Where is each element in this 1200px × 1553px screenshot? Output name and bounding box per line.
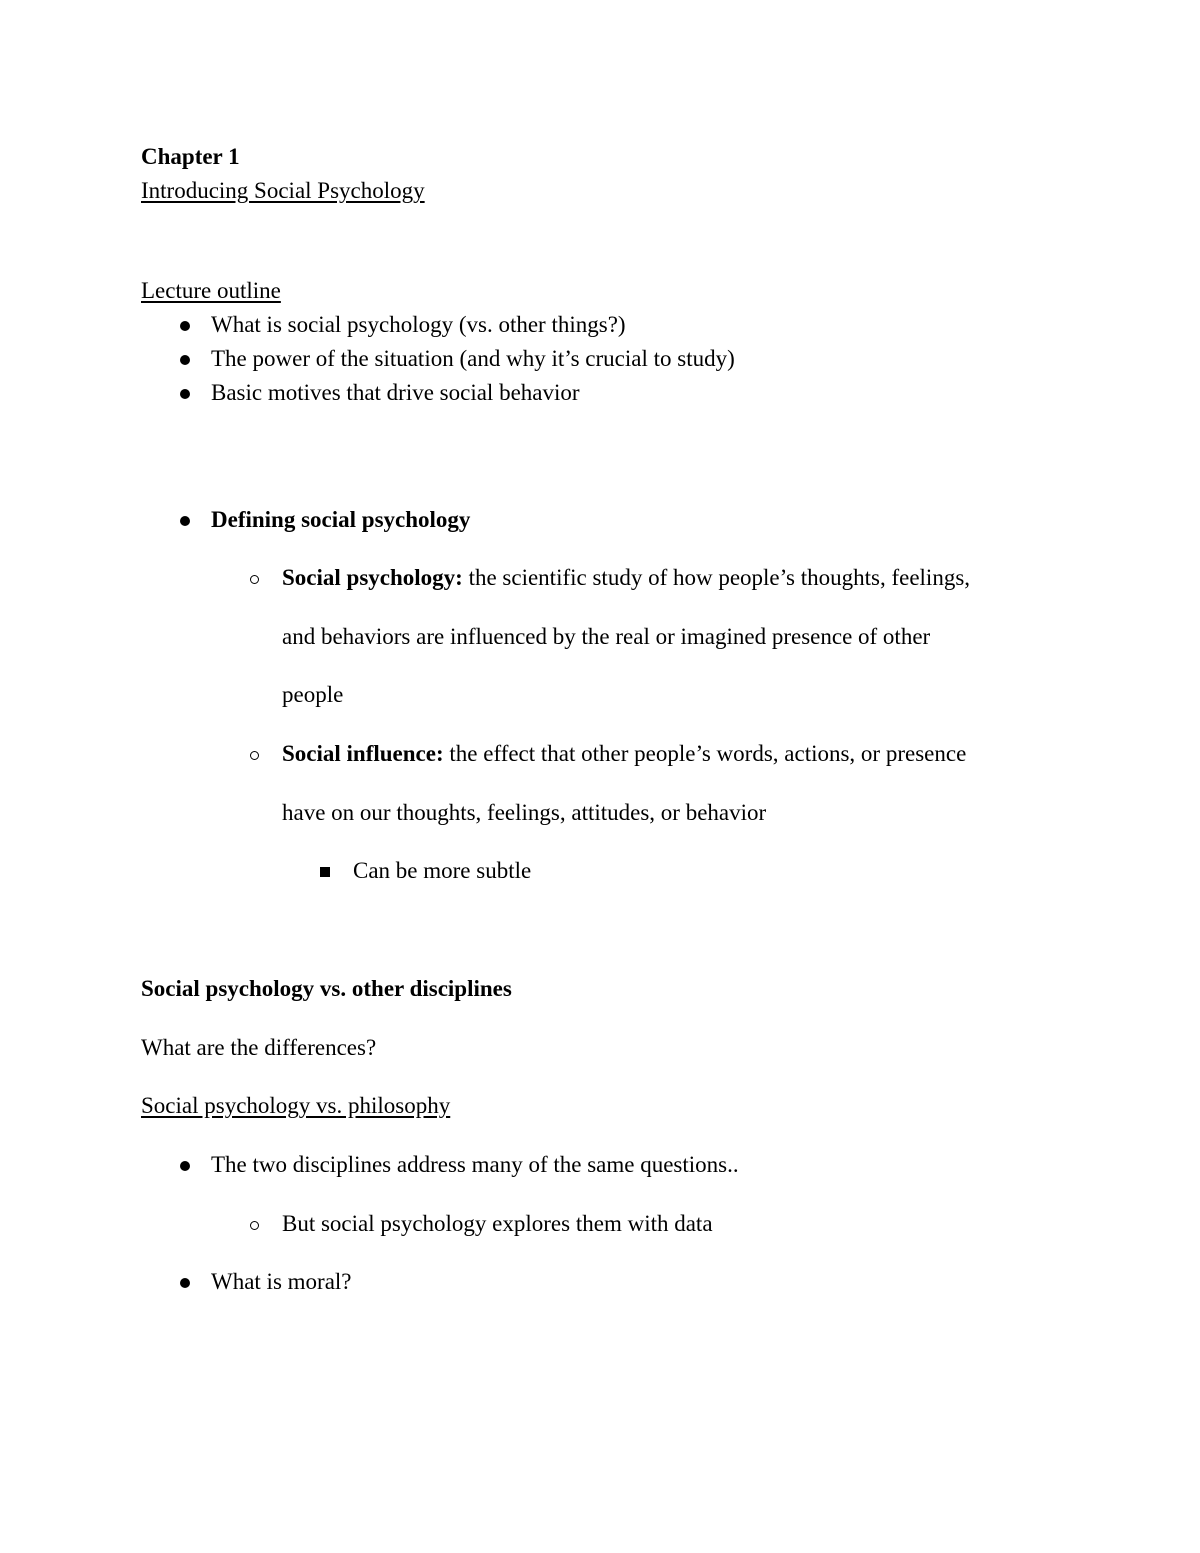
filled-square-bullet-icon xyxy=(320,857,330,885)
definition-text-line-2: and behaviors are influenced by the real or imagined presence of other xyxy=(282,624,931,649)
filled-circle-bullet-icon xyxy=(180,379,190,407)
disciplines-heading: Social psychology vs. other disciplines xyxy=(141,976,512,1001)
definition-text-line-2: have on our thoughts, feelings, attitudes, or behavior xyxy=(282,800,767,825)
chapter-label: Chapter 1 xyxy=(141,144,240,169)
outline-heading: Lecture outline xyxy=(141,278,281,303)
definition-social-influence xyxy=(282,740,966,768)
chapter-title: Introducing Social Psychology xyxy=(141,178,425,203)
filled-circle-bullet-icon xyxy=(180,1151,190,1179)
definition-text: the scientific study of how people’s thoughts, feelings, xyxy=(462,565,971,590)
outline-item-2: The power of the situation (and why it’s crucial to study) xyxy=(211,346,735,371)
sub-point-subtle: Can be more subtle xyxy=(353,858,532,883)
filled-circle-bullet-icon xyxy=(180,311,190,339)
philosophy-item-2: What is moral? xyxy=(211,1269,352,1294)
hollow-circle-bullet-icon xyxy=(250,564,259,592)
filled-circle-bullet-icon xyxy=(180,1268,190,1296)
philosophy-item-1: The two disciplines address many of the same questions.. xyxy=(211,1152,739,1177)
philosophy-item-1-sub: But social psychology explores them with data xyxy=(282,1211,713,1236)
definition-text-line-3: people xyxy=(282,682,344,707)
definition-text: the effect that other people’s words, actions, or presence xyxy=(443,741,967,766)
definition-social-psychology xyxy=(282,564,970,592)
term-social-psychology: Social psychology: xyxy=(282,565,463,590)
defining-heading: Defining social psychology xyxy=(211,507,471,532)
hollow-circle-bullet-icon xyxy=(250,1210,259,1238)
filled-circle-bullet-icon xyxy=(180,345,190,373)
outline-item-1: What is social psychology (vs. other things?) xyxy=(211,312,626,337)
outline-item-3: Basic motives that drive social behavior xyxy=(211,380,580,405)
term-social-influence: Social influence: xyxy=(282,741,444,766)
philosophy-subheading: Social psychology vs. philosophy xyxy=(141,1093,451,1118)
filled-circle-bullet-icon xyxy=(180,506,190,534)
hollow-circle-bullet-icon xyxy=(250,740,259,768)
disciplines-question: What are the differences? xyxy=(141,1035,377,1060)
